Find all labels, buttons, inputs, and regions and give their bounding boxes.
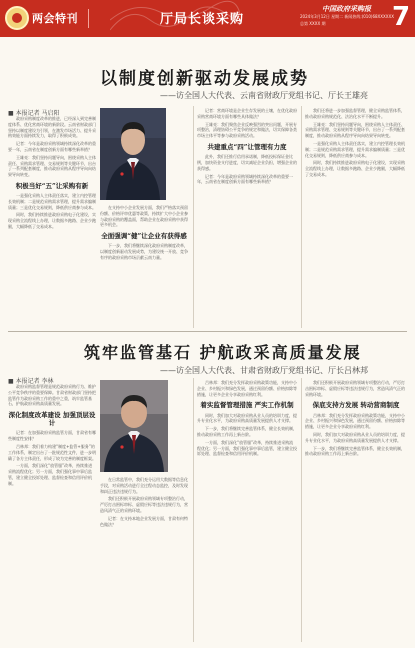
article2-paragraph: 记者：在加强政府采购监管方面，甘肃省有哪些制度性安排？ bbox=[8, 430, 96, 442]
article1-paragraph: 下一步，我们将继续深化政府采购制度改革，以制度创新驱动发展成势，为建设统一开放、竞争有序的政府采购市场贡献云南力量。 bbox=[100, 243, 188, 260]
article2-paragraph: 一方面，我们深化“放管服”改革，持续推进采购流程优化；另一方面，我们强化事中事后监管，建立健全投诉处理、监督检查和信用评价机制。 bbox=[8, 463, 93, 486]
article2-paragraph: 一方面，我们深化“放管服”改革，持续推进采购流程优化；另一方面，我们强化事中事后监管，建立健全投诉处理、监督检查和信用评价机制。 bbox=[197, 439, 297, 457]
article2-headline: 筑牢监管基石 护航政采高质量发展 bbox=[84, 343, 362, 362]
article2-paragraph: 吕林邦：我们着力构建“制度+监管+服务”的工作体系，制定出台了一批规范性文件，进一步明确了各方主体责任，形成了较为完善的制度框架。 bbox=[8, 444, 96, 461]
article2-paragraph: 同时，我们加大对政府采购从业人员的培训力度，提升专业化水平，为政府采购高质量发展提供人才支撑。 bbox=[197, 412, 297, 424]
article2-column-1 bbox=[8, 384, 96, 642]
article1-paragraph: 一是强化采购人主体责任落实，建立内控管理长效机制；二是规范采购需求管理，提升需求编制质量；三是优化交易规则，降低供应商参与成本。 bbox=[305, 140, 405, 158]
article1-paragraph: 我们还将进一步加强监督管理，健全采购监管体系，推动政府采购规范化、法治化水平不断提升。 bbox=[305, 108, 405, 119]
article2-portrait-photo bbox=[100, 380, 168, 472]
article2-paragraph: 吕林邦：我们充分发挥政府采购政策功能，支持中小企业、乡村振兴和绿色发展，通过预留份额、价格扣除等措施，让更多企业分享政府采购红利。 bbox=[305, 412, 405, 430]
section-title: 厅局长谈采购 bbox=[160, 12, 245, 27]
article2-paragraph: 同时，我们加大对政府采购从业人员的培训力度，提升专业化水平，为政府采购高质量发展提供人才支撑。 bbox=[305, 431, 405, 443]
article1-paragraph: 王雄亮：我们坚持问题导向，围绕采购人主体责任、采购需求管理、交易规则等关键环节，出台了一系列配套制度，推动政府采购从程序导向向结果导向转变。 bbox=[8, 154, 96, 178]
portrait-person-icon bbox=[100, 380, 168, 472]
column-divider bbox=[193, 106, 194, 328]
article1-column-1 bbox=[8, 116, 96, 326]
article2-paragraph: 吕林邦：我们充分发挥政府采购政策功能，支持中小企业、乡村振兴和绿色发展，通过预留份额、价格扣除等措施，让更多企业分享政府采购红利。 bbox=[197, 380, 297, 397]
article1-paragraph: 政府采购制度改革的推进，已经深入到完善制度体系、优化营商环境的新阶段。云南省财政部门坚持以制度建设为引领，在激发市场活力、提升采购效能方面持续发力，取得了积极成效。 bbox=[8, 116, 96, 139]
article2-paragraph: 在日常监管中，我们充分运用大数据等信息化手段，对采购活动进行全过程动态监控，及时发现和纠正违法违规行为。 bbox=[100, 477, 188, 494]
article2-paragraph: 下一步，我们将继续完善监管体系，健全长效机制，推动政府采购工作再上新台阶。 bbox=[305, 445, 405, 457]
column-divider bbox=[193, 378, 194, 642]
page-number: 7 bbox=[392, 2, 411, 32]
article1-column-4 bbox=[305, 108, 407, 326]
national-emblem-icon bbox=[5, 6, 29, 30]
article1-paragraph: 同时，我们持续推进政府采购电子化建设，实现采购全流程线上办理，让数据多跑路、企业少跑腿，大幅降低了交易成本。 bbox=[8, 212, 96, 230]
issue-date: 2024年3月12日 星期二 新闻热线:(010)68XXXXXX bbox=[300, 14, 394, 19]
article1-paragraph: 王雄亮：我们聚焦企业反映强烈的突出问题，开展专项整治，清理妨碍公平竞争的规定和做法，切实保障各类市场主体平等参与政府采购活动。 bbox=[197, 121, 297, 139]
article1-paragraph: 记者：今年是政府采购领域持续深化改革的重要一年，云南省在制度创新方面有哪些新举措？ bbox=[8, 141, 96, 152]
article1-subhead: ——访全国人大代表、云南省财政厅党组书记、厅长王雄亮 bbox=[160, 91, 368, 100]
article1-section-head: 共建重点“四”让管理有力度 bbox=[207, 142, 287, 151]
article2-paragraph: 我们还积极开展政府采购领域专项整治行动，严厉打击围标串标、虚假应标等违法违规行为，营造风清气正的采购环境。 bbox=[100, 496, 188, 513]
article2-paragraph: 下一步，我们将继续完善监管体系，健全长效机制，推动政府采购工作再上新台阶。 bbox=[197, 426, 297, 437]
article2-subhead: ——访全国人大代表、甘肃省财政厅党组书记、厅长吕林邦 bbox=[160, 366, 368, 375]
article1-paragraph: 在支持中小企业发展方面，我们严格落实预留份额、价格评审优惠等政策，持续扩大中小企业参与政府采购的覆盖面，帮助企业在政府采购中获得更多机会。 bbox=[100, 205, 188, 228]
article1-paragraph: 同时，我们持续推进政府采购电子化建设，实现采购全流程线上办理，让数据多跑路、企业少跑腿，大幅降低了交易成本。 bbox=[305, 160, 405, 177]
article2-section-head: 深化制度改革建设 加强顶层设计 bbox=[8, 411, 96, 428]
article2-section-head: 着实监督管理措施 严实工作机制 bbox=[200, 401, 294, 410]
masthead-banner bbox=[0, 0, 415, 37]
masthead-divider bbox=[88, 9, 89, 28]
article1-paragraph: 一是强化采购人主体责任落实，建立内控管理长效机制；二是规范采购需求管理，提升需求编制质量；三是优化交易规则，降低供应商参与成本。 bbox=[8, 193, 96, 210]
article1-paragraph: 王雄亮：我们坚持问题导向，围绕采购人主体责任、采购需求管理、交易规则等关键环节，出台了一系列配套制度，推动政府采购从程序导向向结果导向转变。 bbox=[305, 121, 405, 139]
article2-paragraph: 政府采购监督管理是规范政府采购行为、维护公平竞争秩序的重要保障。甘肃省财政部门坚持把监管作为政府采购工作的重中之重，筑牢监管基石，护航政府采购高质量发展。 bbox=[8, 384, 96, 407]
article1-portrait-photo bbox=[100, 108, 166, 200]
portrait-person-icon bbox=[100, 108, 166, 200]
article2-byline: ■ 本报记者 李林 bbox=[8, 378, 54, 385]
article-separator bbox=[8, 331, 407, 332]
column-divider bbox=[301, 378, 302, 642]
article2-section-head: 保底支持方发展 转动营商制度 bbox=[312, 401, 400, 410]
newspaper-name: 中国政府采购报 bbox=[322, 5, 371, 13]
article1-paragraph: 此外，我们还推行信用承诺制，降低投标保证金比例，加快资金支付进度，切实减轻企业负担，增强企业的获得感。 bbox=[197, 154, 297, 171]
article1-column-2 bbox=[100, 205, 188, 326]
article1-column-3 bbox=[197, 108, 297, 326]
article1-paragraph: 记者：营商环境是企业生存发展的土壤，在优化政府采购营商环境方面有哪些具体做法？ bbox=[197, 108, 297, 119]
article1-byline: ■ 本报记者 马启阳 bbox=[8, 110, 60, 117]
article2-paragraph: 我们还积极开展政府采购领域专项整治行动，严厉打击围标串标、虚假应标等违法违规行为，营造风清气正的采购环境。 bbox=[305, 380, 405, 397]
article2-column-3 bbox=[197, 380, 297, 642]
special-issue-logo: 两会特刊 bbox=[32, 12, 78, 25]
article1-paragraph: 记者：今年是政府采购领域持续深化改革的重要一年，云南省在制度创新方面有哪些新举措？ bbox=[197, 173, 293, 185]
article1-section-head: 全面强调“健”让企业有获得感 bbox=[101, 232, 187, 241]
issue-edition: 总第 XXXX 期 bbox=[300, 21, 326, 26]
article2-column-2 bbox=[100, 477, 188, 642]
column-divider bbox=[301, 106, 302, 328]
article2-column-4 bbox=[305, 380, 407, 642]
article1-section-head: 积极当好“五”让采购有新 bbox=[15, 181, 89, 190]
article1-headline: 以制度创新驱动发展成势 bbox=[100, 69, 309, 89]
article2-paragraph: 记者：在支持本地企业发展方面，甘肃有何特色做法？ bbox=[100, 515, 188, 527]
